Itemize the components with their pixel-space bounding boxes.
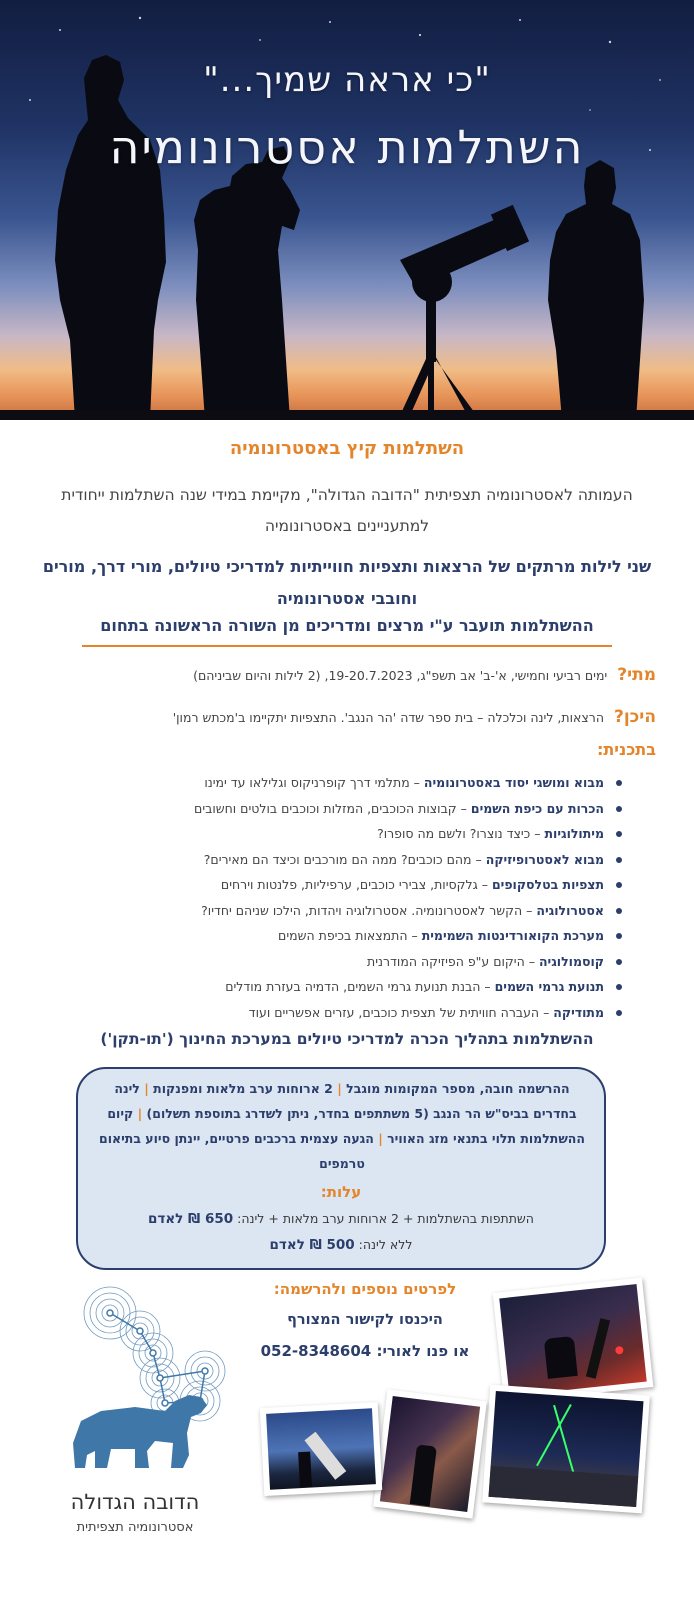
when-row [36, 665, 656, 685]
bullet-icon [616, 984, 622, 990]
when-label: מתי? [617, 665, 656, 685]
program-item: מבוא לאסטרופיזיקה – מהם כוכבים? ממה הם מורכבים וכיצד הם מאירים? [64, 847, 624, 873]
program-item: הכרות עם כיפת השמים – קבוצות הכוכבים, המזלות וכוכבים בולטים וחשובים [64, 796, 624, 822]
program-item: קוסמולוגיה – היקום ע"פ הפיזיקה המודרנית [64, 949, 624, 975]
photo-group-laser [482, 1385, 650, 1514]
cost-line-no-lodging: ללא לינה: 500 ₪ לאדם [269, 1237, 413, 1253]
hero-quote: "כי אראה שמיך..." [203, 60, 491, 100]
program-item: מבוא ומושגי יסוד באסטרונומיה – מתלמי דרך קופרניקוס וגלילאו עד ימינו [64, 770, 624, 796]
bullet-icon [616, 1010, 622, 1016]
bullet-icon [616, 933, 622, 939]
bullet-icon [616, 831, 622, 837]
orange-divider [82, 645, 612, 647]
bullet-icon [616, 780, 622, 786]
program-item: מתודיקה – העברה חוויתית של תצפית כוכבים, עזרים אפשריים ועוד [64, 1000, 624, 1026]
program-item: מיתולוגיות – כיצד נוצרו? ולשם מה סופרו? [64, 821, 624, 847]
bullet-icon [616, 908, 622, 914]
bullet-icon [616, 959, 622, 965]
guides-paragraph: ההשתלמות תועבר ע"י מרצים ומדריכים מן השורה הראשונה בתחום [100, 616, 594, 635]
info-text: ההרשמה חובה, מספר המקומות מוגבל | 2 ארוחות ערב מלאות ומפנקות | לינה בחדרים בביס"ש הר הנגב (5 משתתפים בחדר, ניתן לשדרג בתוספת תשלום) | קיום ההשתלמות תלוי בתנאי מזג האוויר | הגעה עצמית ברכבים פרטיים, יינתן סיוע בתיאום טרמפים [99, 1081, 585, 1171]
contact-phone-line[interactable]: או פנו לאורי: 052-8348604 [260, 1342, 470, 1360]
summer-heading: השתלמות קיץ באסטרונומיה [229, 438, 465, 459]
where-row [36, 707, 656, 727]
program-item: מערכת הקואורדינטות השמימית – התמצאות בכיפת השמים [64, 923, 624, 949]
photo-observation-red [493, 1277, 654, 1402]
logo-subtitle: אסטרונומיה תצפיתית [76, 1520, 194, 1535]
process-paragraph: ההשתלמות בתהליך הכרה למדריכי טיולים במערכת החינוך ('תו-תקן') [100, 1030, 594, 1048]
program-item: אסטרולוגיה – הקשר לאסטרונומיה. אסטרולוגיה ויהדות, הילכו שניהם יחדיו? [64, 898, 624, 924]
program-list [64, 770, 624, 1025]
intro-paragraph: העמותה לאסטרונומיה תצפיתית "הדובה הגדולה", מקיימת במידי שנה השתלמות ייחודית למתעניינים באסטרונומיה [61, 486, 633, 535]
bullet-icon [616, 857, 622, 863]
program-item: תצפיות בטלסקופים – גלקסיות, צבירי כוכבים, ערפיליות, פלנטות וירחים [64, 872, 624, 898]
contact-link-line[interactable]: היכנסו לקישור המצורף [287, 1312, 443, 1328]
bullet-icon [616, 882, 622, 888]
hero-banner [0, 0, 694, 420]
cost-line-with-lodging: השתתפות בהשתלמות + 2 ארוחות ערב מלאות + לינה: 650 ₪ לאדם [148, 1211, 534, 1227]
hero-title: השתלמות אסטרונומיה [109, 120, 585, 174]
nights-paragraph: שני לילות מרתקים של הרצאות ותצפיות חווייתיות למדריכי טיולים, מורי דרך, מורים וחובבי אסטרונומיה [42, 557, 652, 608]
photo-telescope-dusk [260, 1402, 382, 1496]
where-label: היכן? [613, 707, 656, 727]
logo-name: הדובה הגדולה [70, 1490, 200, 1514]
program-item: תנועת גרמי השמים – הבנת תנועת גרמי השמים, הדמיה בעזרת מודלים [64, 974, 624, 1000]
bullet-icon [616, 806, 622, 812]
when-text: ימים רביעי וחמישי, א'-ב' אב תשפ"ג, 19-20.7.2023, (2 לילות והיום שביניהם) [193, 668, 608, 683]
contact-heading: לפרטים נוספים ולהרשמה: [273, 1280, 457, 1298]
photo-milky-way [373, 1389, 487, 1518]
cost-heading: עלות: [320, 1183, 362, 1201]
program-heading: בתכנית: [596, 740, 656, 759]
big-dipper-bear-logo [55, 1283, 235, 1483]
where-text: הרצאות, לינה וכלכלה – בית ספר שדה 'הר הנגב'. התצפיות יתקיימו ב'מכתש רמון' [172, 710, 604, 725]
